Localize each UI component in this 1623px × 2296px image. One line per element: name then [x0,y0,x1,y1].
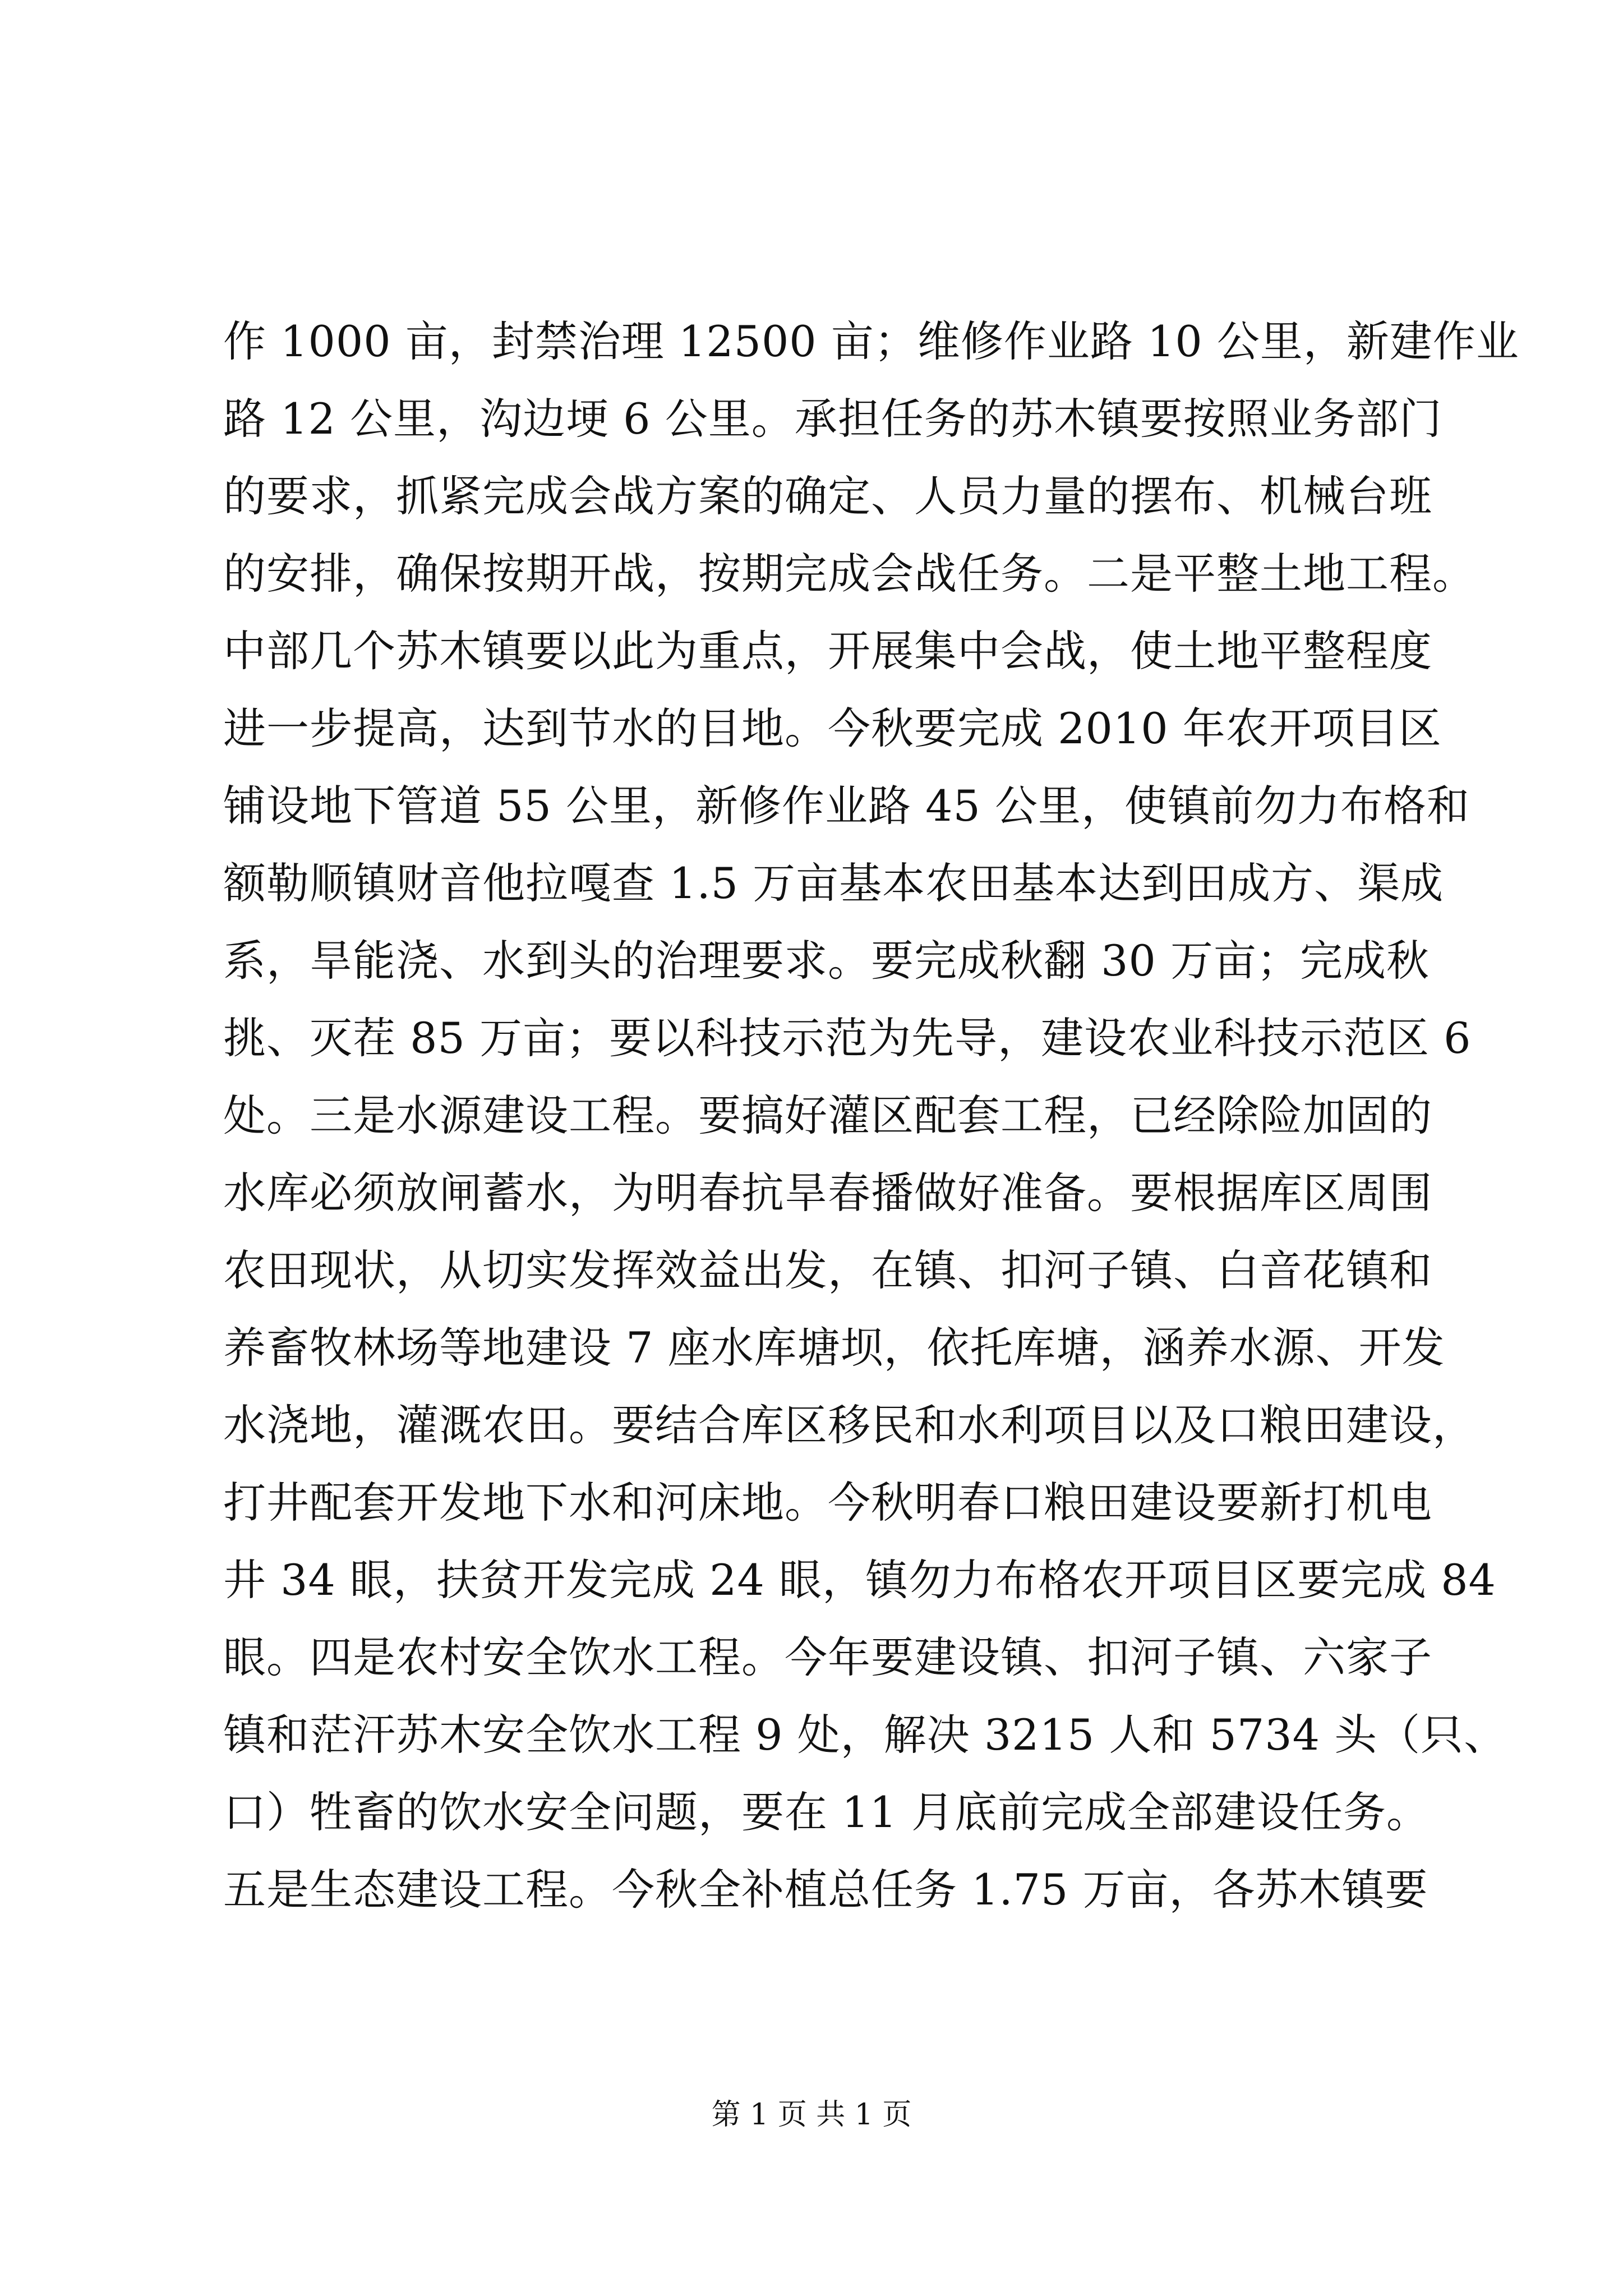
text-line: 系，旱能浇、水到头的治理要求。要完成秋翻 30 万亩；完成秋 [223,936,1430,986]
text-line: 井 34 眼，扶贫开发完成 24 眼，镇勿力布格农开项目区要完成 84 [223,1555,1496,1605]
text-line: 挑、灭茬 85 万亩；要以科技示范为先导，建设农业科技示范区 6 [223,1013,1472,1063]
text-line: 铺设地下管道 55 公里，新修作业路 45 公里，使镇前勿力布格和 [223,781,1470,831]
text-line: 五是生态建设工程。今秋全补植总任务 1.75 万亩，各苏木镇要 [223,1865,1428,1915]
text-line: 中部几个苏木镇要以此为重点，开展集中会战，使土地平整程度 [223,626,1432,676]
page-footer [0,2095,1623,2134]
text-line: 作 1000 亩，封禁治理 12500 亩；维修作业路 10 公里，新建作业 [223,316,1519,366]
text-line: 口）牲畜的饮水安全问题，要在 11 月底前完成全部建设任务。 [223,1787,1430,1837]
text-line: 进一步提高，达到节水的目地。今秋要完成 2010 年农开项目区 [223,703,1442,753]
body-text [223,303,1519,1929]
text-line: 的要求，抓紧完成会战方案的确定、人员力量的摆布、机械台班 [223,471,1432,521]
text-line: 水浇地，灌溉农田。要结合库区移民和水利项目以及口粮田建设， [223,1400,1476,1450]
text-line: 农田现状，从切实发挥效益出发，在镇、扣河子镇、白音花镇和 [223,1245,1432,1295]
text-line: 处。三是水源建设工程。要搞好灌区配套工程，已经除险加固的 [223,1091,1432,1140]
text-line: 的安排，确保按期开战，按期完成会战任务。二是平整土地工程。 [223,549,1476,599]
page-number-label: 第 1 页 共 1 页 [711,2098,912,2132]
text-line: 打井配套开发地下水和河床地。今秋明春口粮田建设要新打机电 [223,1478,1432,1527]
text-line: 路 12 公里，沟边埂 6 公里。承担任务的苏木镇要按照业务部门 [223,394,1442,444]
text-line: 养畜牧林场等地建设 7 座水库塘坝，依托库塘，涵养水源、开发 [223,1323,1445,1373]
text-line: 额勒顺镇财音他拉嘎查 1.5 万亩基本农田基本达到田成方、渠成 [223,858,1444,908]
text-line: 眼。四是农村安全饮水工程。今年要建设镇、扣河子镇、六家子 [223,1632,1432,1682]
text-line: 水库必须放闸蓄水，为明春抗旱春播做好准备。要根据库区周围 [223,1168,1432,1218]
text-line: 镇和茫汗苏木安全饮水工程 9 处，解决 3215 人和 5734 头（只、 [223,1710,1507,1760]
